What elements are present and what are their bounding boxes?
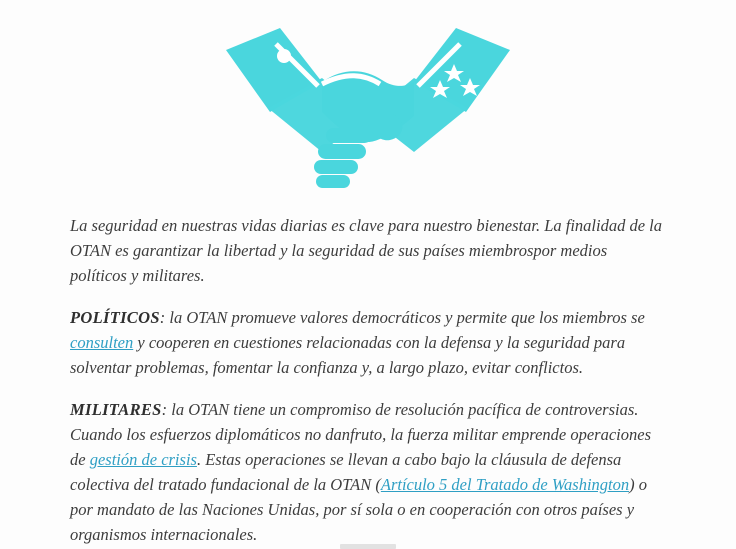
paragraph-lead-militares: MILITARES: [70, 400, 162, 419]
handshake-icon: [218, 20, 518, 195]
paragraph-text-militares-2: . Estas operaciones se llevan a cabo bajo la cláusula de defensa colectiva del tratado fundacional de la OTAN (: [70, 450, 622, 494]
paragraph-text-militares-0: : la OTAN tiene un compromiso de resolución pacífica de controversias. Cuando los esfuerzos diplomáticos no danfruto, la fuerza militar emprende operaciones de: [70, 400, 651, 469]
footer-bar: [340, 544, 396, 549]
doc-link-militares-1[interactable]: gestión de crisis: [89, 450, 197, 469]
paragraph-lead-politicos: POLÍTICOS: [70, 308, 160, 327]
paragraph-text-politicos-0: : la OTAN promueve valores democráticos y permite que los miembros se: [159, 308, 645, 327]
document-body: [0, 205, 736, 547]
footer-strip: [0, 541, 736, 549]
paragraph-intro: [70, 213, 666, 288]
doc-link-politicos-1[interactable]: consulten: [70, 333, 134, 352]
paragraph-politicos: [70, 305, 666, 380]
paragraph-text-intro-0: La seguridad en nuestras vidas diarias es clave para nuestro bienestar. La finalidad de la OTAN es garantizar la libertad y la seguridad de sus países miembrospor medios políticos y militares.: [70, 216, 662, 285]
doc-link-militares-3[interactable]: Artículo 5 del Tratado de Washington: [380, 475, 630, 494]
paragraph-text-militares-4: ) o por mandato de las Naciones Unidas, por sí sola o en cooperación con otros países y organismos internacionales.: [70, 475, 648, 544]
paragraph-militares: [70, 397, 666, 547]
cuff-button-icon: [277, 49, 291, 63]
paragraph-text-politicos-2: y cooperen en cuestiones relacionadas con la defensa y la seguridad para solventar problemas, fomentar la confianza y, a largo plazo, evitar conflictos.: [70, 333, 626, 377]
hero-illustration: [0, 0, 736, 205]
